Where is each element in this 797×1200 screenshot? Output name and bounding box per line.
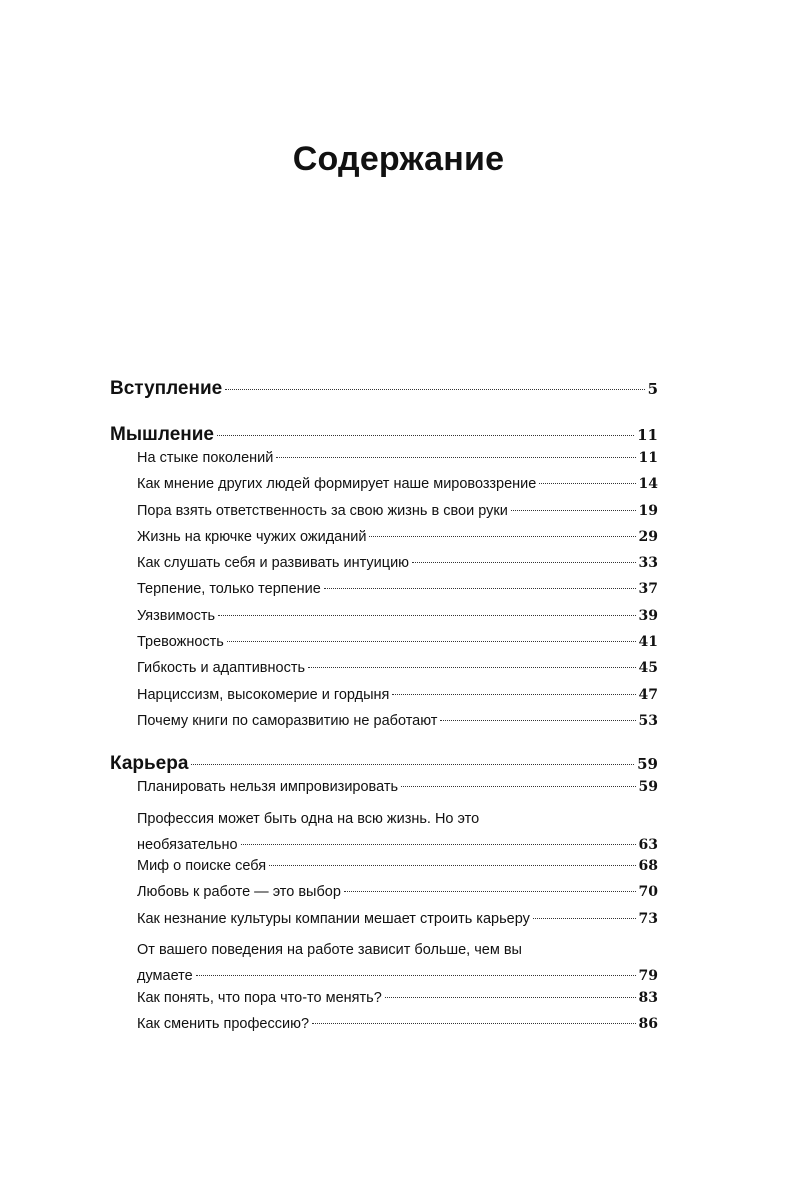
dot-leader: [312, 1023, 636, 1024]
dot-leader: [392, 694, 635, 695]
dot-leader: [412, 562, 635, 563]
dot-leader: [227, 641, 636, 642]
toc-label: Жизнь на крючке чужих ожиданий: [137, 528, 367, 545]
toc-page-number: 45: [638, 660, 658, 677]
toc-entry[interactable]: [110, 911, 658, 937]
toc-entry[interactable]: [110, 608, 658, 634]
toc-chapter-intro[interactable]: [110, 378, 658, 404]
dot-leader: [217, 435, 634, 436]
toc-page-number: 41: [638, 634, 658, 651]
toc-entry[interactable]: [110, 450, 658, 476]
toc-page-number: 70: [638, 884, 658, 901]
toc-entry[interactable]: [110, 990, 658, 1016]
toc-chapter-career[interactable]: [110, 753, 658, 779]
toc-entry[interactable]: [110, 581, 658, 607]
toc-label: Уязвимость: [137, 607, 216, 624]
toc-entry[interactable]: [110, 937, 658, 990]
toc-page-number: 68: [638, 858, 658, 875]
dot-leader: [533, 918, 636, 919]
dot-leader: [401, 786, 635, 787]
toc-label: Как слушать себя и развивать интуицию: [137, 555, 410, 572]
toc-page-number: 59: [638, 779, 658, 796]
toc-label: Как мнение других людей формирует наше мировоззрение: [137, 476, 537, 493]
dot-leader: [218, 615, 635, 616]
dot-leader: [225, 389, 644, 390]
toc-page-number: 11: [638, 450, 658, 466]
toc-entry[interactable]: [110, 687, 658, 713]
toc-label-line: необязательно: [137, 836, 238, 853]
toc-page-number: 39: [638, 607, 658, 624]
dot-leader: [344, 891, 636, 892]
toc-entry[interactable]: [110, 660, 658, 686]
toc-label: Как сменить профессию?: [137, 1015, 310, 1032]
toc-page-number: 59: [637, 755, 658, 774]
toc-page-number: 5: [647, 380, 658, 398]
toc-label: Как незнание культуры компании мешает строить карьеру: [137, 910, 530, 927]
toc-page-number: 33: [638, 555, 658, 572]
toc-label: Терпение, только терпение: [137, 581, 321, 598]
toc-entry[interactable]: [110, 806, 658, 859]
toc-label: Гибкость и адаптивность: [137, 660, 306, 677]
toc-label: Пора взять ответственность за свою жизнь в свои руки: [137, 502, 508, 519]
toc-label: На стыке поколений: [137, 450, 274, 466]
toc-entry[interactable]: [110, 779, 658, 805]
toc-entry[interactable]: [110, 503, 658, 529]
page-title: Содержание: [292, 140, 505, 178]
toc-label: Миф о поиске себя: [137, 858, 267, 875]
toc-entry[interactable]: [110, 858, 658, 884]
toc-label: Планировать нельзя импровизировать: [137, 779, 399, 796]
toc-label: Тревожность: [137, 634, 224, 651]
dot-leader: [196, 975, 636, 976]
dot-leader: [308, 667, 635, 668]
dot-leader: [440, 720, 635, 721]
toc-page-number: 73: [638, 910, 658, 927]
dot-leader: [191, 764, 634, 765]
toc-entry[interactable]: [110, 634, 658, 660]
toc-label: Вступление: [110, 378, 223, 399]
toc-page-number: 63: [638, 836, 658, 853]
toc-page-number: 83: [638, 989, 658, 1006]
toc-label-line: Профессия может быть одна на всю жизнь. Но это: [137, 810, 480, 827]
toc-label-line: думаете: [137, 968, 193, 985]
toc-page-number: 86: [638, 1015, 658, 1032]
dot-leader: [385, 997, 636, 998]
toc-entry[interactable]: [110, 529, 658, 555]
toc-label: Мышление: [110, 424, 214, 445]
toc-page-number: 11: [637, 426, 658, 444]
dot-leader: [511, 510, 636, 511]
toc-chapter-thinking[interactable]: [110, 424, 658, 450]
toc-page-number: 37: [638, 581, 658, 598]
toc-page-number: 29: [638, 528, 658, 545]
toc-label: Нарциссизм, высокомерие и гордыня: [137, 686, 390, 703]
dot-leader: [539, 483, 635, 484]
dot-leader: [276, 457, 635, 458]
toc-page-number: 79: [638, 968, 658, 985]
toc-entry[interactable]: [110, 713, 658, 739]
toc-entry[interactable]: [110, 476, 658, 502]
toc-page-number: 47: [638, 686, 658, 703]
toc-label: Карьера: [110, 753, 189, 775]
toc-page-number: 53: [638, 712, 658, 729]
dot-leader: [369, 536, 635, 537]
table-of-contents: [110, 378, 658, 1042]
dot-leader: [269, 865, 635, 866]
toc-entry[interactable]: [110, 1016, 658, 1042]
toc-page-number: 19: [638, 502, 658, 519]
toc-label: Почему книги по саморазвитию не работают: [137, 712, 438, 729]
toc-page-number: 14: [638, 476, 658, 493]
dot-leader: [324, 588, 636, 589]
toc-label-line: От вашего поведения на работе зависит больше, чем вы: [137, 942, 522, 959]
dot-leader: [241, 844, 636, 845]
toc-entry[interactable]: [110, 555, 658, 581]
toc-label: Как понять, что пора что-то менять?: [137, 989, 382, 1006]
toc-label: Любовь к работе — это выбор: [137, 884, 341, 901]
toc-entry[interactable]: [110, 884, 658, 910]
